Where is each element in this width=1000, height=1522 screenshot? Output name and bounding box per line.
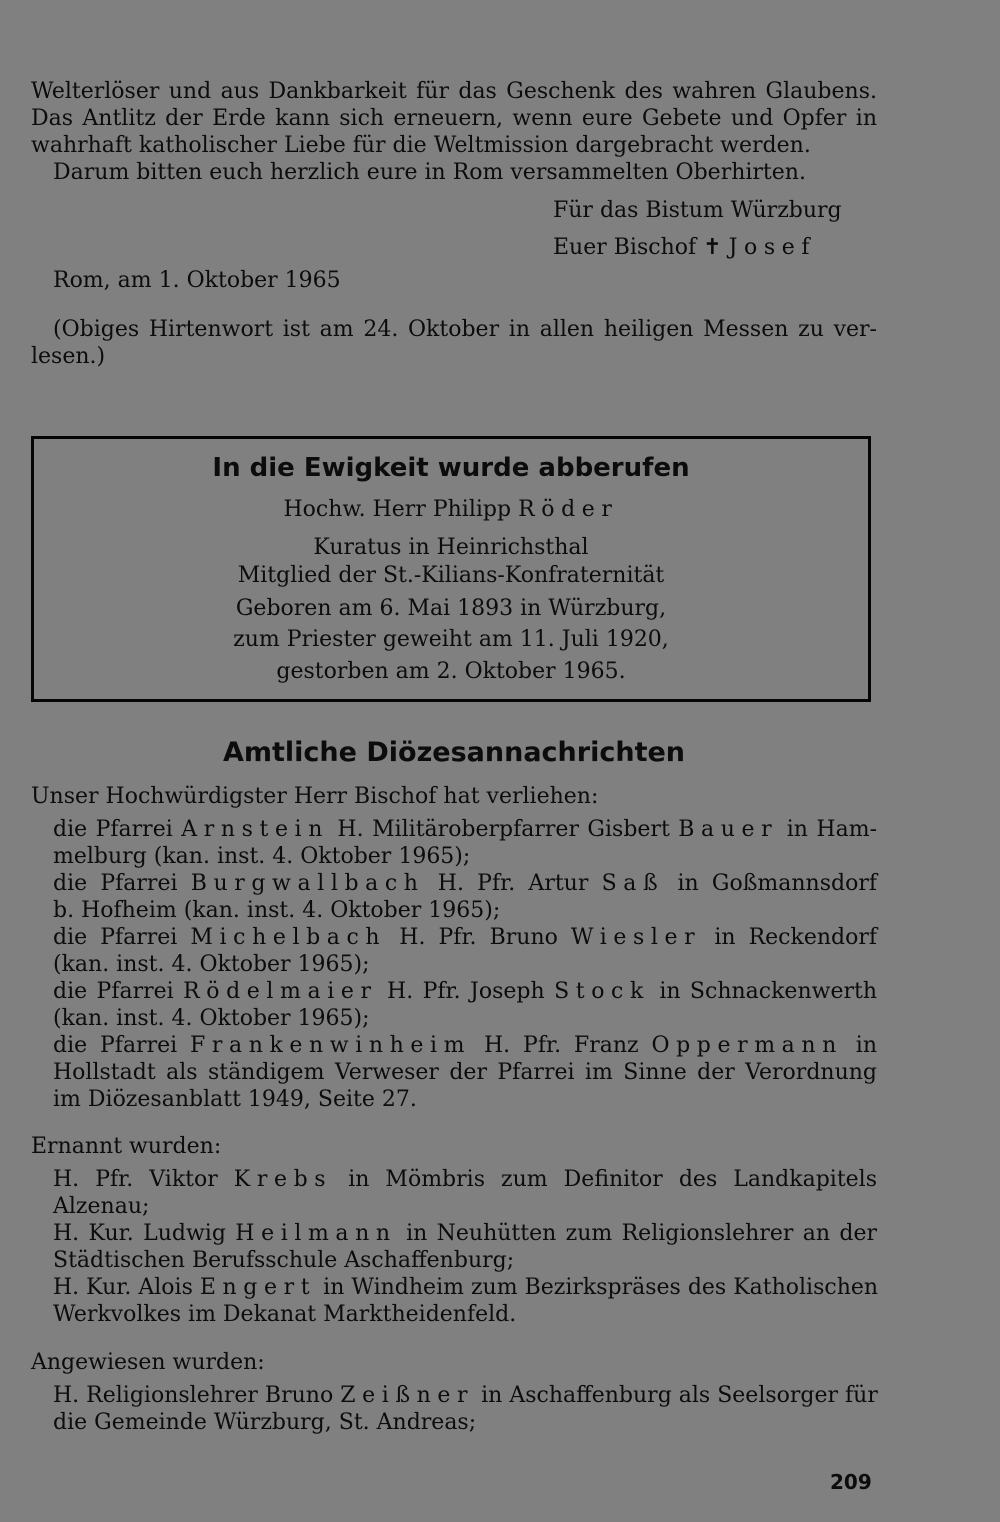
note-line: (Obiges Hirtenwort ist am 24. Oktober in allen heiligen Messen zu ver- xyxy=(53,317,877,342)
verliehen-line: Hollstadt als ständigem Verweser der Pfarrei im Sinne der Verordnung xyxy=(53,1060,877,1085)
intro-line: Das Antlitz der Erde kann sich erneuern, wenn eure Gebete und Opfer in xyxy=(31,106,877,131)
ernannt-line: Alzenau; xyxy=(53,1194,150,1219)
signature-place-date: Rom, am 1. Oktober 1965 xyxy=(53,268,341,293)
verliehen-line: im Diözesanblatt 1949, Seite 27. xyxy=(53,1087,417,1112)
obituary-line: zum Priester geweiht am 11. Juli 1920, xyxy=(233,627,669,652)
verliehen-line: die Pfarrei Arnstein H. Militäroberpfarrer Gisbert Bauer in Ham- xyxy=(53,817,877,842)
page-number: 209 xyxy=(830,1470,872,1494)
signature-diocese: Für das Bistum Würzburg xyxy=(553,198,842,223)
obituary-box xyxy=(31,436,871,702)
obituary-line: Geboren am 6. Mai 1893 in Würzburg, xyxy=(235,596,667,621)
verliehen-line: die Pfarrei Burgwallbach H. Pfr. Artur Saß in Goßmannsdorf xyxy=(53,871,877,896)
obituary-line: Kuratus in Heinrichsthal xyxy=(313,535,589,560)
signature-prefix: Euer Bischof xyxy=(553,235,704,260)
cross-icon: ✝ xyxy=(703,235,722,260)
intro-line: Darum bitten euch herzlich eure in Rom versammelten Oberhirten. xyxy=(53,160,806,185)
ernannt-line: H. Kur. Ludwig Heilmann in Neuhütten zum Religionslehrer an der xyxy=(53,1221,878,1246)
angewiesen-line: die Gemeinde Würzburg, St. Andreas; xyxy=(53,1410,477,1435)
intro-line: Welterlöser und aus Dankbarkeit für das Geschenk des wahren Glaubens. xyxy=(31,79,877,104)
ernannt-line: Werkvolkes im Dekanat Marktheidenfeld. xyxy=(53,1302,517,1327)
verliehen-line: die Pfarrei Rödelmaier H. Pfr. Joseph Stock in Schnackenwerth xyxy=(53,979,877,1004)
note-line: lesen.) xyxy=(31,344,106,369)
obituary-name xyxy=(34,497,868,522)
ernannt-line: H. Kur. Alois Engert in Windheim zum Bezirkspräses des Katholischen xyxy=(53,1275,879,1300)
obituary-name-prefix: Hochw. Herr Philipp xyxy=(283,497,519,522)
verliehen-line: b. Hofheim (kan. inst. 4. Oktober 1965); xyxy=(53,898,501,923)
verliehen-line: (kan. inst. 4. Oktober 1965); xyxy=(53,952,370,977)
verliehen-line: die Pfarrei Frankenwinheim H. Pfr. Franz Oppermann in xyxy=(53,1033,877,1058)
ernannt-line: Städtischen Berufsschule Aschaffenburg; xyxy=(53,1248,515,1273)
angewiesen-line: H. Religionslehrer Bruno Zeißner in Aschaffenburg als Seelsorger für xyxy=(53,1383,878,1408)
verliehen-line: (kan. inst. 4. Oktober 1965); xyxy=(53,1006,370,1031)
verliehen-line: die Pfarrei Michelbach H. Pfr. Bruno Wiesler in Reckendorf xyxy=(53,925,877,950)
obituary-line: gestorben am 2. Oktober 1965. xyxy=(276,659,626,684)
ernannt-intro: Ernannt wurden: xyxy=(31,1134,222,1159)
angewiesen-intro: Angewiesen wurden: xyxy=(31,1350,265,1375)
section-title: Amtliche Diözesannachrichten xyxy=(222,737,686,768)
verliehen-line: melburg (kan. inst. 4. Oktober 1965); xyxy=(53,844,471,869)
ernannt-line: H. Pfr. Viktor Krebs in Mömbris zum Definitor des Landkapitels xyxy=(53,1167,878,1192)
obituary-line: Mitglied der St.-Kilians-Konfraternität xyxy=(237,563,665,588)
verliehen-intro: Unser Hochwürdigster Herr Bischof hat verliehen: xyxy=(31,784,599,809)
intro-line: wahrhaft katholischer Liebe für die Weltmission dargebracht werden. xyxy=(31,133,811,158)
obituary-title: In die Ewigkeit wurde abberufen xyxy=(212,453,690,483)
obituary-surname: Röder xyxy=(518,497,619,522)
signature-bishop xyxy=(553,234,873,261)
signature-name: Josef xyxy=(728,235,817,260)
